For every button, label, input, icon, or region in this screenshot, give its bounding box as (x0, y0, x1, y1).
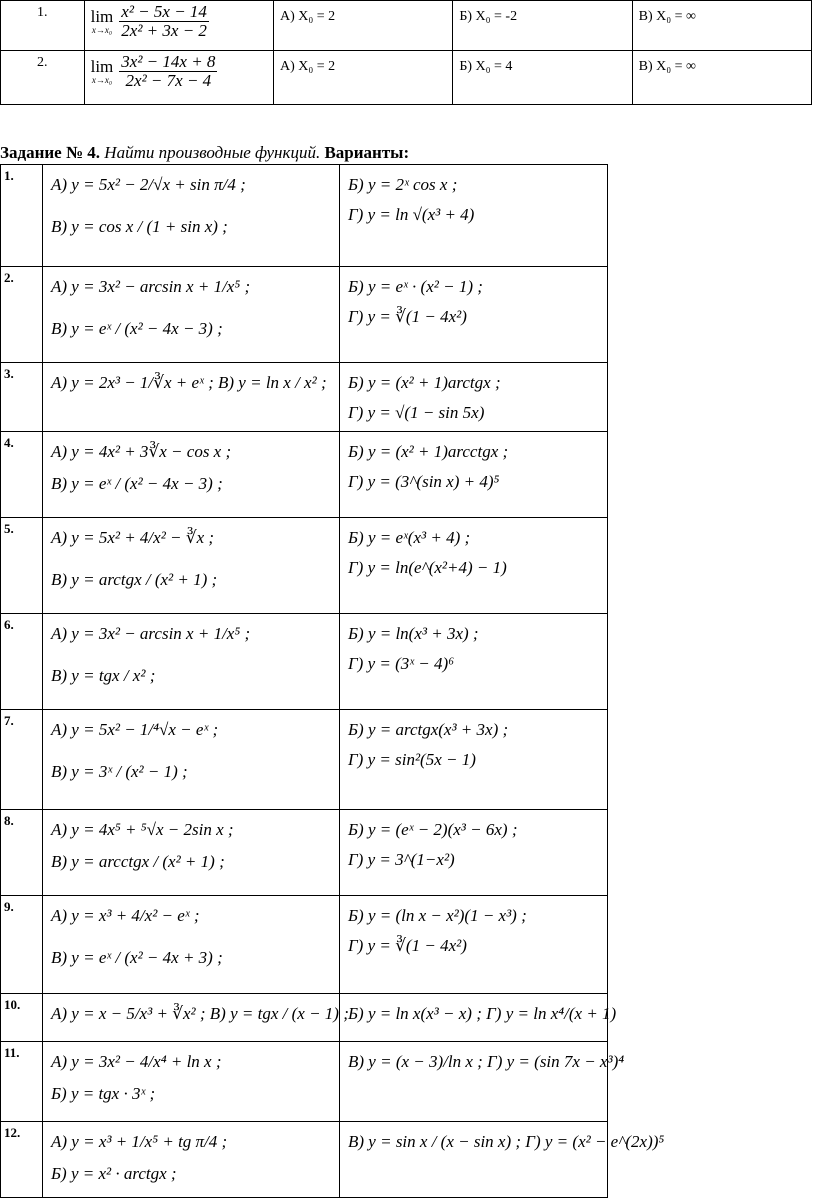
limit-denominator: 2x² − 7x − 4 (125, 70, 212, 90)
formula: Г) y = (3^(sin x) + 4)⁵ (348, 472, 500, 491)
variant-row (1, 518, 608, 614)
variant-number: 3. (1, 363, 43, 432)
variant-left-cell (43, 363, 340, 432)
formula: В) y = eˣ / (x² − 4x + 3) ; (51, 948, 223, 967)
formula: А) y = 4x² + 3∛x − cos x ; (51, 442, 232, 461)
variant-left-cell (43, 810, 340, 896)
variant-left-cell (43, 896, 340, 994)
variant-right-cell (340, 165, 608, 267)
formula: В) y = tgx / x² ; (51, 666, 156, 685)
variant-right-cell (340, 994, 617, 1042)
variant-right-cell (340, 432, 608, 518)
variant-row (1, 432, 608, 518)
formula: В) y = sin x / (x − sin x) ; Г) y = (x² − e^(2x))⁵ (348, 1132, 665, 1151)
formula: А) y = 5x² + 4/x² − ∛x ; (51, 528, 215, 547)
variant-right-cell (340, 518, 608, 614)
variant-number: 11. (1, 1042, 43, 1122)
formula: Б) y = eˣ(x³ + 4) ; (348, 528, 471, 547)
variants-table (0, 164, 665, 1198)
formula: Б) y = (eˣ − 2)(x³ − 6x) ; (348, 820, 518, 839)
limit-expression: lim x→x₀ $\frac{\text{3x² − 14x + 8}}{\text{2x² − 7x − 4}}$ (84, 51, 273, 105)
formula: Г) y = ln(e^(x²+4) − 1) (348, 558, 507, 577)
variant-number: 7. (1, 710, 43, 810)
formula: А) y = 5x² − 2/√x + sin π/4 ; (51, 175, 246, 194)
variant-number: 12. (1, 1122, 43, 1198)
variant-row (1, 896, 608, 994)
variant-row (1, 267, 608, 363)
option-c: В) X₀ = ∞ (632, 1, 811, 51)
variant-right-cell (340, 896, 608, 994)
option-a: А) X₀ = 2 (274, 51, 453, 105)
variant-number: 5. (1, 518, 43, 614)
limit-numerator: x² − 5x − 14 (121, 2, 207, 21)
formula: В) y = arcctgx / (x² + 1) ; (51, 852, 225, 871)
variant-left-cell (43, 165, 340, 267)
variant-left-cell (43, 994, 349, 1042)
formula: В) y = eˣ / (x² − 4x − 3) ; (51, 474, 223, 493)
variant-left-cell (43, 1122, 340, 1198)
variant-row (1, 1042, 608, 1122)
variant-left-cell (43, 432, 340, 518)
variants-label: Варианты: (324, 143, 410, 162)
formula: А) y = 3x² − arcsin x + 1/x⁵ ; (51, 624, 251, 643)
option-b: Б) X₀ = -2 (453, 1, 632, 51)
formula: Г) y = ∛(1 − 4x²) (348, 307, 467, 326)
formula: В) y = eˣ / (x² − 4x − 3) ; (51, 319, 223, 338)
formula: А) y = 5x² − 1/⁴√x − eˣ ; (51, 720, 219, 739)
limit-denominator: 2x² + 3x − 2 (121, 20, 207, 40)
limit-numerator: 3x² − 14x + 8 (121, 52, 216, 71)
formula: Г) y = ln √(x³ + 4) (348, 205, 475, 224)
variant-left-cell (43, 267, 340, 363)
task-heading (0, 143, 409, 163)
variant-number: 10. (1, 994, 43, 1042)
formula: Б) y = tgx · 3ˣ ; (51, 1084, 156, 1103)
formula: Г) y = sin²(5x − 1) (348, 750, 476, 769)
formula: В) y = arctgx / (x² + 1) ; (51, 570, 218, 589)
formula: Г) y = √(1 − sin 5x) (348, 403, 485, 422)
formula: В) y = (x − 3)/ln x ; Г) y = (sin 7x − x³)⁴ (348, 1052, 625, 1071)
variant-right-cell (340, 267, 608, 363)
variant-row (1, 165, 608, 267)
table-row (1, 1, 812, 51)
variant-right-cell (340, 614, 608, 710)
formula: Б) y = x² · arctgx ; (51, 1164, 177, 1183)
formula: А) y = x³ + 1/x⁵ + tg π/4 ; (51, 1132, 228, 1151)
variant-right-cell (340, 710, 608, 810)
limits-table (0, 0, 812, 105)
formula: Г) y = (3ˣ − 4)⁶ (348, 654, 455, 673)
variant-number: 4. (1, 432, 43, 518)
option-b: Б) X₀ = 4 (453, 51, 632, 105)
variant-right-cell (340, 363, 608, 432)
variant-row (1, 1122, 608, 1198)
variant-right-cell (340, 1042, 625, 1122)
formula: Б) y = (x² + 1)arcctgx ; (348, 442, 509, 461)
variant-number: 8. (1, 810, 43, 896)
row-number: 1. (1, 1, 85, 51)
option-c: В) X₀ = ∞ (632, 51, 811, 105)
formula: Б) y = (ln x − x²)(1 − x³) ; (348, 906, 527, 925)
row-number: 2. (1, 51, 85, 105)
table-row (1, 51, 812, 105)
variant-right-cell (340, 810, 608, 896)
formula: А) y = 3x² − arcsin x + 1/x⁵ ; (51, 277, 251, 296)
variant-row (1, 994, 608, 1042)
variant-left-cell (43, 614, 340, 710)
limit-expression: lim x→x₀ $\frac{\text{x² − 5x − 14}}{\text{2x² + 3x − 2}}$ (84, 1, 273, 51)
variant-left-cell (43, 710, 340, 810)
variant-row (1, 614, 608, 710)
formula: А) y = 2x³ − 1/∛x + eˣ ; В) y = ln x / x² ; (51, 373, 327, 392)
variant-number: 6. (1, 614, 43, 710)
formula: Г) y = ∛(1 − 4x²) (348, 936, 467, 955)
variant-number: 1. (1, 165, 43, 267)
variant-left-cell (43, 518, 340, 614)
formula: Б) y = eˣ · (x² − 1) ; (348, 277, 483, 296)
formula: Б) y = 2ˣ cos x ; (348, 175, 458, 194)
formula: Б) y = ln(x³ + 3x) ; (348, 624, 479, 643)
formula: Б) y = (x² + 1)arctgx ; (348, 373, 501, 392)
formula: Б) y = arctgx(x³ + 3x) ; (348, 720, 509, 739)
formula: А) y = 3x² − 4/x⁴ + ln x ; (51, 1052, 222, 1071)
task-text: Найти производные функций. (104, 143, 321, 162)
formula: В) y = cos x / (1 + sin x) ; (51, 217, 228, 236)
variant-left-cell (43, 1042, 340, 1122)
variant-number: 9. (1, 896, 43, 994)
variant-number: 2. (1, 267, 43, 363)
task-number: Задание № 4. (0, 143, 101, 162)
variant-row (1, 710, 608, 810)
variant-row (1, 363, 608, 432)
formula: А) y = x − 5/x³ + ∛x² ; В) y = tgx / (x − 1) ; (51, 1004, 349, 1023)
formula: Г) y = 3^(1−x²) (348, 850, 455, 869)
formula: В) y = 3ˣ / (x² − 1) ; (51, 762, 188, 781)
formula: А) y = 4x⁵ + ⁵√x − 2sin x ; (51, 820, 234, 839)
variant-row (1, 810, 608, 896)
formula: Б) y = ln x(x³ − x) ; Г) y = ln x⁴/(x + 1) (348, 1004, 617, 1023)
option-a: А) X₀ = 2 (274, 1, 453, 51)
variant-right-cell (340, 1122, 665, 1198)
formula: А) y = x³ + 4/x² − eˣ ; (51, 906, 200, 925)
